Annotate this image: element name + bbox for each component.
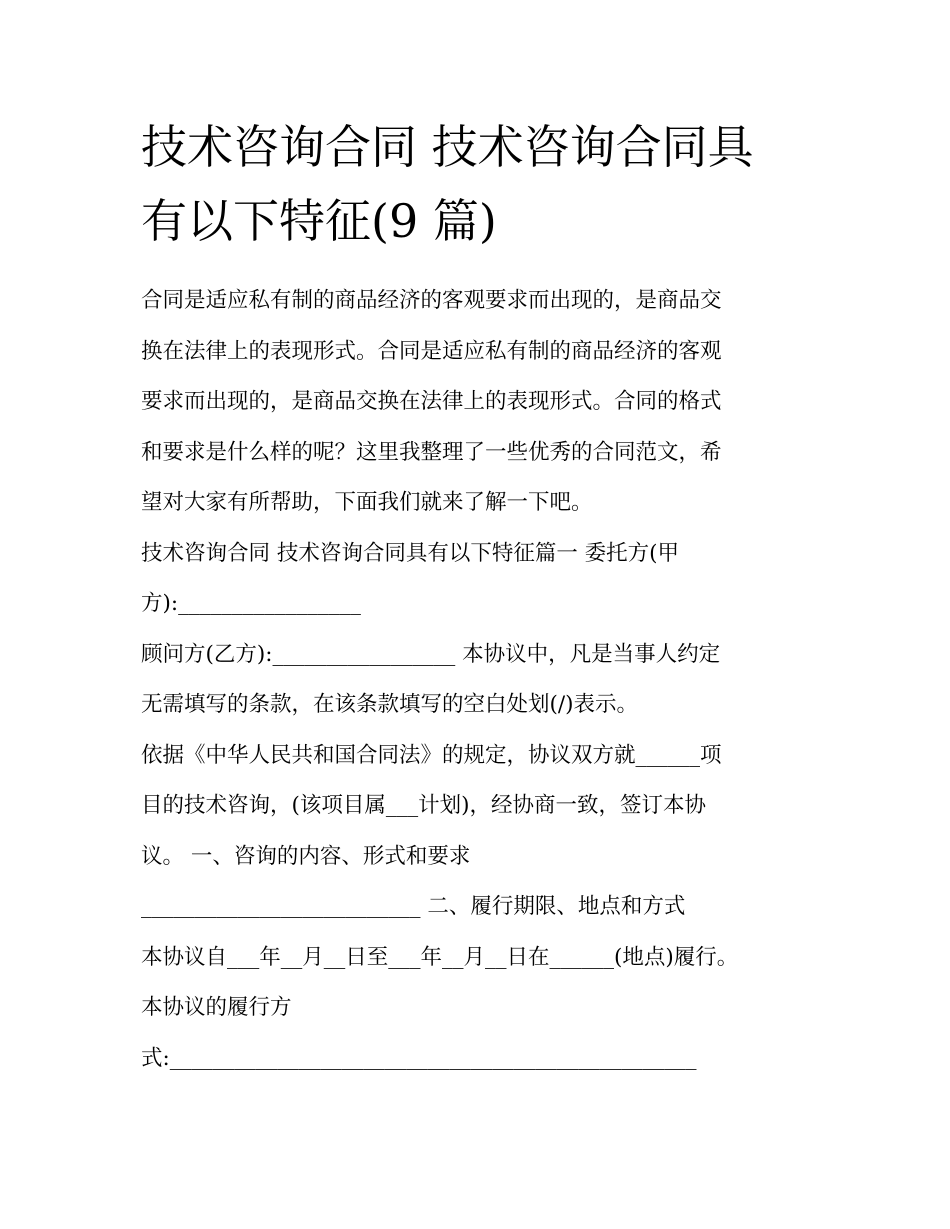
- document-title: [141, 110, 821, 258]
- body-line-7: 方):_________________: [141, 591, 361, 616]
- body-line-6: 技术咨询合同 技术咨询合同具有以下特征篇一 委托方(甲: [141, 540, 680, 566]
- body-line-14: 本协议自___年__月__日至___年__月__日在______(地点)履行。: [141, 944, 739, 970]
- body-line-1: 合同是适应私有制的商品经济的客观要求而出现的，是商品交: [141, 288, 722, 313]
- body-line-16: 式:_________________________________________________: [141, 1045, 697, 1071]
- body-line-9: 无需填写的条款，在该条款填写的空白处划(/)表示。: [141, 692, 639, 717]
- body-line-13: __________________________ 二、履行期限、地点和方式: [141, 894, 686, 919]
- body-line-2: 换在法律上的表现形式。合同是适应私有制的商品经济的客观: [141, 338, 722, 364]
- body-line-3: 要求而出现的，是商品交换在法律上的表现形式。合同的格式: [141, 389, 722, 414]
- body-line-8: 顾问方(乙方):_________________ 本协议中，凡是当事人约定: [141, 641, 721, 667]
- title-line-1: 技术咨询合同 技术咨询合同具: [141, 120, 754, 174]
- document-body: [141, 276, 821, 1084]
- body-line-5: 望对大家有所帮助，下面我们就来了解一下吧。: [141, 490, 593, 515]
- title-line-2: 有以下特征(9 篇): [141, 194, 497, 248]
- body-line-15: 本协议的履行方: [141, 995, 292, 1020]
- body-line-11: 目的技术咨询，(该项目属___计划)，经协商一致，签订本协: [141, 793, 707, 818]
- body-line-12: 议。 一、咨询的内容、形式和要求: [141, 843, 471, 869]
- body-line-4: 和要求是什么样的呢？这里我整理了一些优秀的合同范文，希: [141, 439, 722, 465]
- body-line-10: 依据《中华人民共和国合同法》的规定，协议双方就______项: [141, 742, 722, 768]
